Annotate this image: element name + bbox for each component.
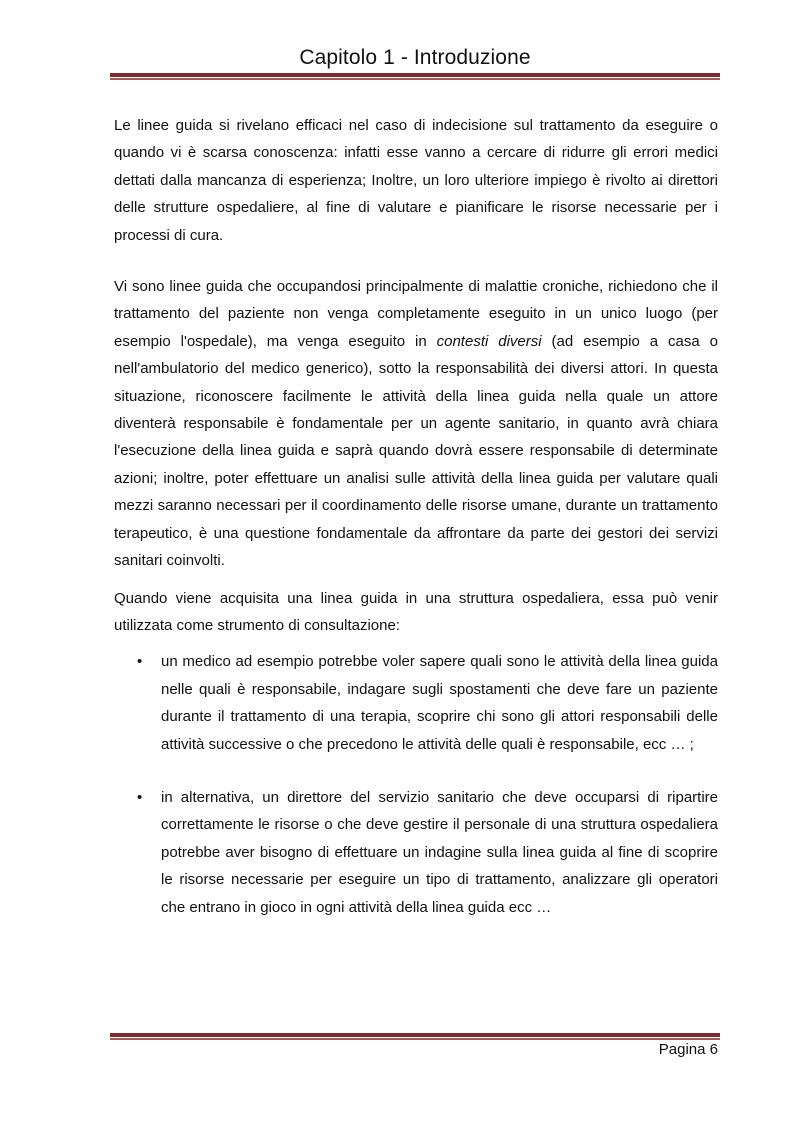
header-divider-thick-line [110, 73, 720, 77]
list-item [114, 648, 718, 758]
paragraph-3: Quando viene acquisita una linea guida in una struttura ospedaliera, essa può venir utilizzata come strumento di consultazione: [114, 589, 718, 634]
header-divider-thin-line [110, 78, 720, 80]
list-item-text: un medico ad esempio potrebbe voler sapere quali sono le attività della linea guida nelle quali è responsabile, indagare sugli spostamenti che deve fare un paziente durante il trattamento di una terapia, scoprire chi sono gli attori responsabili delle attività successive o che precedono le attività delle quali è responsabile, ecc … ; [161, 653, 718, 753]
header-divider [110, 73, 720, 80]
paragraph-2-text-end: (ad esempio a casa o nell'ambulatorio del medico generico), sotto la responsabilità dei diversi attori. In questa situazione, riconoscere facilmente le attività della linea guida nella quale un attore diventerà responsabile è fondamentale per un agente sanitario, in quanto avrà chiara l'esecuzione della linea guida e saprà quando dovrà essere responsabile di determinate azioni; inoltre, poter effettuare un analisi sulle attività della linea guida per valutare quali mezzi saranno necessari per il coordinamento delle risorse umane, durante un trattamento terapeutico, è una questione fondamentale da affrontare da parte dei gestori dei servizi sanitari coinvolti. [114, 332, 718, 570]
footer-divider-thick-line [110, 1033, 720, 1037]
chapter-header-title: Capitolo 1 - Introduzione [299, 46, 531, 69]
bullet-icon: • [137, 788, 143, 806]
list-item [114, 784, 718, 921]
paragraph-2 [114, 273, 718, 574]
paragraph-2-emphasis: contesti diversi [436, 332, 542, 350]
page-number: Pagina 6 [658, 1041, 718, 1058]
paragraph-2-text-start: Vi sono linee guida che occupandosi principalmente di malattie croniche, richiedono che il trattamento del paziente non venga completamente eseguito in un unico luogo (per esempio l'ospedale), ma venga eseguito in [114, 278, 718, 350]
paragraph-1: Le linee guida si rivelano efficaci nel caso di indecisione sul trattamento da eseguire o quando vi è scarsa conoscenza: infatti esse vanno a cercare di ridurre gli errori medici dettati dalla mancanza di esperienza; Inoltre, un loro ulteriore impiego è rivolto ai direttori delle strutture ospedaliere, al fine di valutare e pianificare le risorse necessarie per i processi di cura. [114, 117, 718, 244]
list-item-text: in alternativa, un direttore del servizio sanitario che deve occuparsi di ripartire correttamente le risorse o che deve gestire il personale di una struttura ospedaliera potrebbe aver bisogno di effettuare un indagine sulla linea guida al fine di scoprire le risorse necessarie per eseguire un tipo di trattamento, analizzare gli operatori che entrano in gioco in ogni attività della linea guida ecc … [161, 788, 718, 916]
footer-divider [110, 1033, 720, 1040]
bullet-icon: • [137, 653, 143, 671]
footer-divider-thin-line [110, 1038, 720, 1040]
body-text [114, 112, 718, 921]
bullet-list [114, 648, 718, 921]
